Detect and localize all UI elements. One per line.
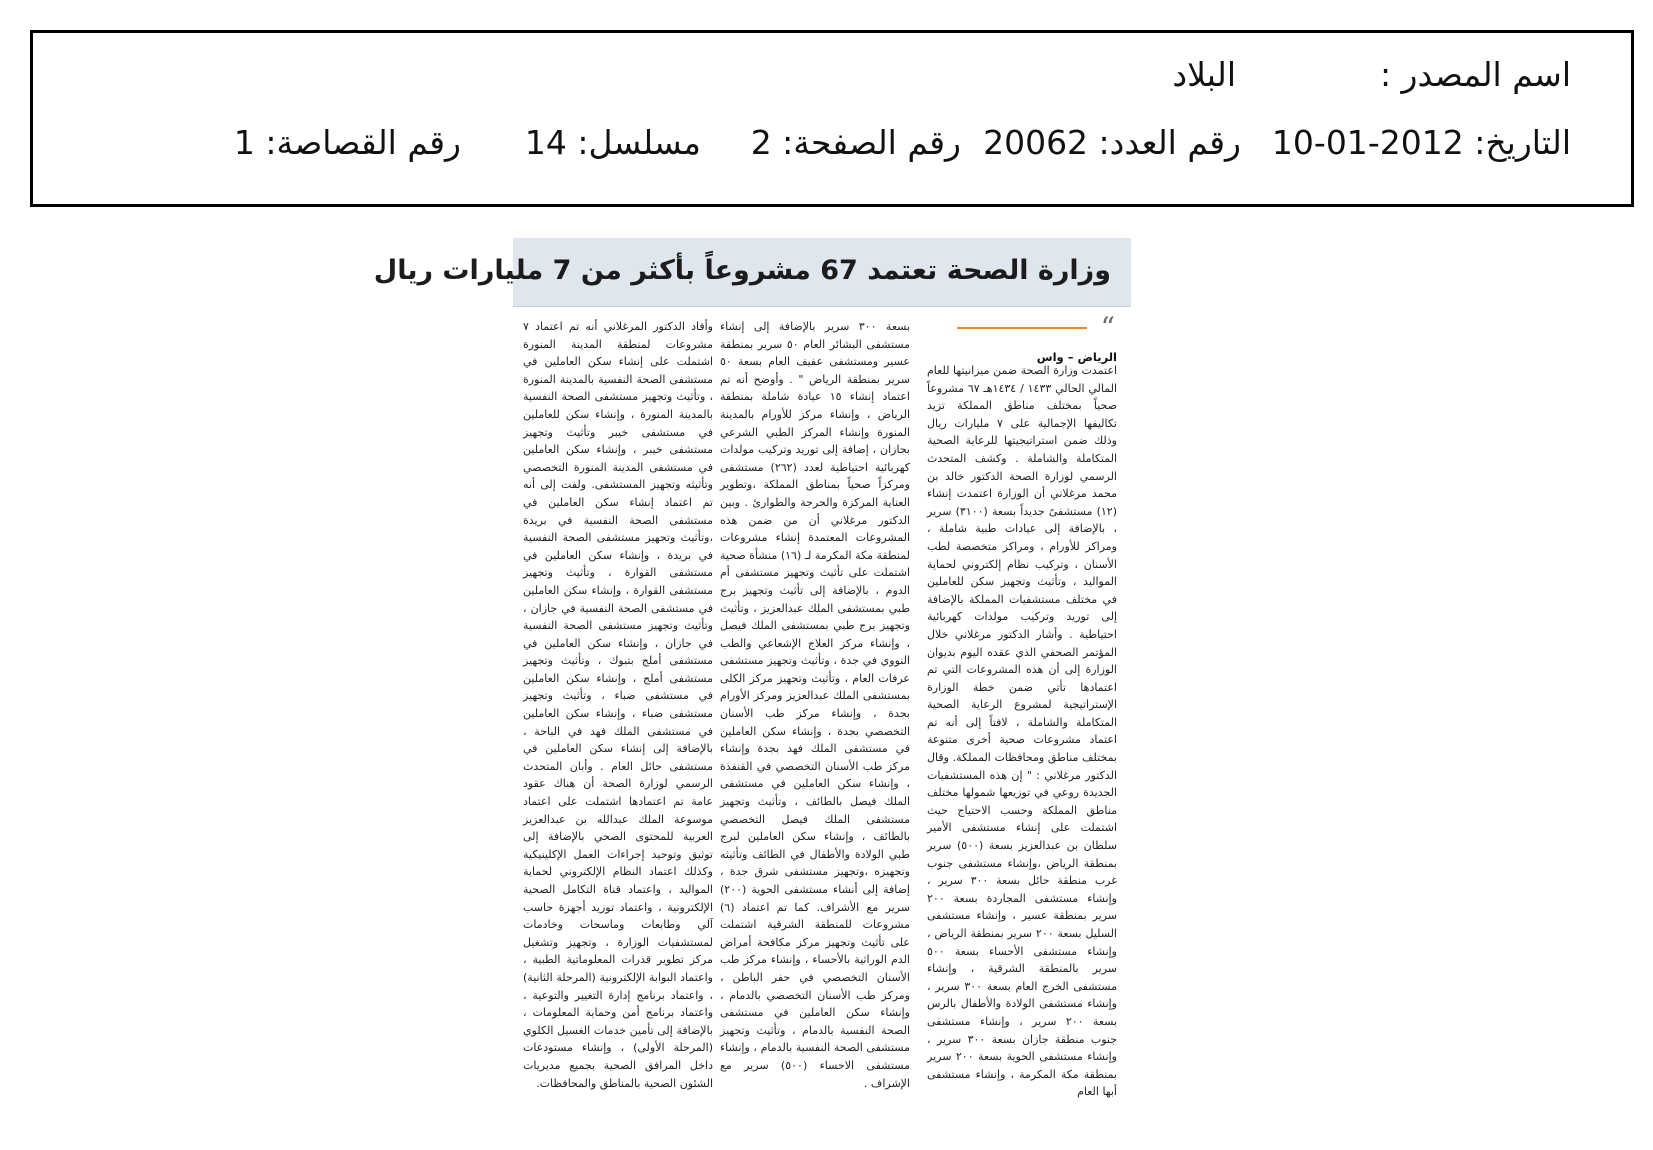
column-1-text: اعتمدت وزارة الصحة ضمن ميزانيتها للعام المالي الحالي ١٤٣٣ / ١٤٣٤هـ ٦٧ مشروعاً صحياً بمختلف مناطق المملكة تزيد تكاليفها الإجمالية على ٧ مليارات ريال وذلك ضمن استراتيجيتها للرعاية الصحية المتكاملة والشاملة . وكشف المتحدث الرسمي لوزارة الصحة الدكتور خالد بن محمد مرغلاني أن الوزارة اعتمدت إنشاء (١٢) مستشفىً جديداً بسعة (٣١٠٠) سرير ، بالإضافة إلى عيادات طبية شاملة ، ومراكز للأورام ، ومراكز متخصصة لطب الأسنان ، وتركيب نظام إلكتروني لحماية المواليد ، وتأثيث وتجهيز سكن للعاملين في مختلف مستشفيات المملكة بالإضافة إلى توريد وتركيب مولدات كهربائية احتياطية . وأشار الدكتور مرغلاني خلال المؤتمر الصحفي الذي عقده اليوم بديوان الوزارة إلى أن هذه المشروعات التي تم اعتمادها تأتي ضمن خطة الوزارة الإستراتيجية لمشروع الرعاية الصحية المتكاملة والشاملة ، لافتاً إلى أنه تم اعتماد مشروعات صحية أخرى متنوعة بمختلف مناطق ومحافظات المملكة. وقال الدكتور مرغلاني : " إن هذه المستشفيات الجديدة روعي في توزيعها شمولها مختلف مناطق المملكة وحسب الاحتياج حيث اشتملت على إنشاء مستشفى الأمير سلطان بن عبدالعزيز بسعة (٥٠٠) سرير بمنطقة الرياض ،وإنشاء مستشفى جنوب غرب منطقة حائل بسعة ٣٠٠ سرير ، وإنشاء مستشفى المجاردة بسعة ٢٠٠ سرير بمنطقة عسير ، وإنشاء مستشفى السليل بسعة ٢٠٠ سرير بمنطقة الرياض ، وإنشاء مستشفى الأحساء بسعة ٥٠٠ سرير بالمنطقة الشرقية ، وإنشاء مستشفى الخرج العام بسعة ٣٠٠ سرير ، وإنشاء مستشفى الولادة والأطفال بالرس بسعة ٢٠٠ سرير ، وإنشاء مستشفى جنوب منطقة جازان بسعة ٣٠٠ سرير ، وإنشاء مستشفى الحوية بسعة ٢٠٠ سرير بمنطقة مكة المكرمة ، وإنشاء مستشفى أبها العام [927, 364, 1118, 1099]
page-number-field: رقم الصفحة: 2 [750, 123, 961, 162]
article-column-3 [523, 318, 713, 1124]
serial-number-field: مسلسل: 14 [524, 123, 701, 162]
headline: وزارة الصحة تعتمد 67 مشروعاً بأكثر من 7 مليارات ريال [373, 255, 1111, 286]
date-field: التاريخ: 2012-01-10 [1271, 123, 1571, 162]
column-3-text: وأفاد الدكتور المرغلاني أنه تم اعتماد ٧ مشروعات لمنطقة المدينة المنورة اشتملت على إنشاء سكن العاملين في مستشفى الصحة النفسية بالمدينة المنورة ، وتأثيث وتجهيز مستشفى الصحة النفسية بالمدينة المنورة ، وإنشاء سكن للعاملين في مستشفى خيبر وتأثيث وتجهيز مستشفى خيبر ، وإنشاء سكن العاملين في مستشفى المدينة المنورة التخصصي وتأثيثه وتجهيز المستشفى. ولفت إلى أنه تم اعتماد إنشاء سكن العاملين في مستشفى الصحة النفسية في بريدة ،وتأثيث وتجهيز مستشفى الصحة النفسية في بريدة ، وإنشاء سكن العاملين في مستشفى القوارة ، وتأثيث وتجهيز مستشفى القوارة ، وإنشاء سكن العاملين في مستشفى الصحة النفسية في جازان ، وتأثيث وتجهيز مستشفى الصحة النفسية في جازان ، وإنشاء سكن العاملين في مستشفى أملج بتبوك ، وتأثيث وتجهيز مستشفى أملج ، وإنشاء سكن العاملين في مستشفى ضباء ، وتأثيث وتجهيز مستشفى ضباء ، وإنشاء سكن العاملين في مستشفى الملك فهد في الباحة ، بالإضافة إلى إنشاء سكن العاملين في مستشفى حائل العام . وأبان المتحدث الرسمي لوزارة الصحة أن هناك عقود عامة تم اعتمادها اشتملت على اعتماد موسوعة الملك عبدالله بن عبدالعزيز العربية للمحتوى الصحي بالإضافة إلى توثيق وتوحيد إجراءات العمل الإكلينيكية وكذلك اعتماد النظام الإلكتروني لحماية المواليد ، واعتماد قناة التكامل الصحية الإلكترونية ، واعتماد توريد أجهزة حاسب آلي وطابعات وماسحات وخادمات لمستشفيات الوزارة ، وتجهيز وتشغيل مركز تطوير قدرات المعلوماتية الطبية ، واعتماد البوابة الإلكترونية (المرحلة الثانية) ، واعتماد برنامج إدارة التغيير والتوعية ، واعتماد برنامج أمن وحماية المعلومات ، بالإضافة إلى تأمين خدمات الغسيل الكلوي (المرحلة الأولى) ، وإنشاء مستودعات داخل المرافق الصحية بجميع مديريات الشئون الصحية بالمناطق والمحافظات. [523, 320, 713, 1090]
clip-number-field: رقم القصاصة: 1 [233, 123, 461, 162]
article-column-2 [720, 318, 910, 1124]
article-column-1 [927, 346, 1117, 1124]
source-value: البلاد [1172, 55, 1236, 94]
column-2-text: بسعة ٣٠٠ سرير بالإضافة إلى إنشاء مستشفى البشائر العام ٥٠ سرير بمنطقة عسير ومستشفى عفيف العام بسعة ٥٠ سرير بمنطقة الرياض " . وأوضح أنه تم اعتماد إنشاء ١٥ عيادة شاملة بمنطقة الرياض ، وإنشاء مركز للأورام بالمدينة المنورة وإنشاء المركز الطبي الشرعي بجازان ، إضافة إلى توريد وتركيب مولدات كهربائية احتياطية لعدد (٢٦٢) مستشفى ومركزاً صحياً بمناطق المملكة ،وتطوير العناية المركزة والحرجة والطوارئ . وبين الدكتور مرغلاني أن من ضمن هذه المشروعات المعتمدة إنشاء مشروعات لمنطقة مكة المكرمة لـ (١٦) منشأة صحية اشتملت على تأثيث وتجهيز مستشفى أم الدوم ، بالإضافة إلى تأثيث وتجهيز برج طبي بمستشفى الملك عبدالعزيز ، وتأثيث وتجهيز برج طبي بمستشفى الملك فيصل ، وإنشاء مركز العلاج الإشعاعي والطب النووي في جدة ، وتأثيث وتجهيز مستشفى عرفات العام ، وتأثيث وتجهيز مركز الكلى بمستشفى الملك عبدالعزيز ومركز الأورام بجدة ، وإنشاء مركز طب الأسنان التخصصي بجدة ، وإنشاء سكن العاملين في مستشفى الملك فهد بجدة وإنشاء مركز طب الأسنان التخصصي في القنفذة ، وإنشاء سكن العاملين في مستشفى الملك فيصل بالطائف ، وتأثيث وتجهيز مستشفى الملك فيصل التخصصي بالطائف ، وإنشاء سكن العاملين لبرج طبي الولادة والأطفال في الطائف وتأثيثه وتجهيزه ،وتجهيز مستشفى شرق جدة ، إضافة إلى أنشاء مستشفى الحوية (٢٠٠) سرير مع الأشراف. كما تم اعتماد (٦) مشروعات للمنطقة الشرقية اشتملت على تأثيث وتجهيز مركز مكافحة أمراض الدم الوراثية بالأحساء ، وإنشاء مركز طب الأسنان التخصصي في حفر الباطن ، ومركز طب الأسنان التخصصي بالدمام ، وإنشاء سكن العاملين في مستشفى الصحة النفسية بالدمام ، وتأثيث وتجهيز مستشفى الصحة النفسية بالدمام ، وإنشاء مستشفى الاحساء (٥٠٠) سرير مع الإشراف . [720, 320, 911, 1090]
headline-band [373, 238, 1131, 307]
accent-divider [957, 327, 1087, 329]
byline: الرياض – واس [1036, 350, 1117, 364]
source-label: اسم المصدر : [1379, 55, 1571, 94]
newspaper-clipping [373, 238, 1131, 1134]
quote-icon: “ [1100, 311, 1115, 344]
issue-number-field: رقم العدد: 20062 [983, 123, 1241, 162]
clipping-info-box [30, 30, 1634, 207]
